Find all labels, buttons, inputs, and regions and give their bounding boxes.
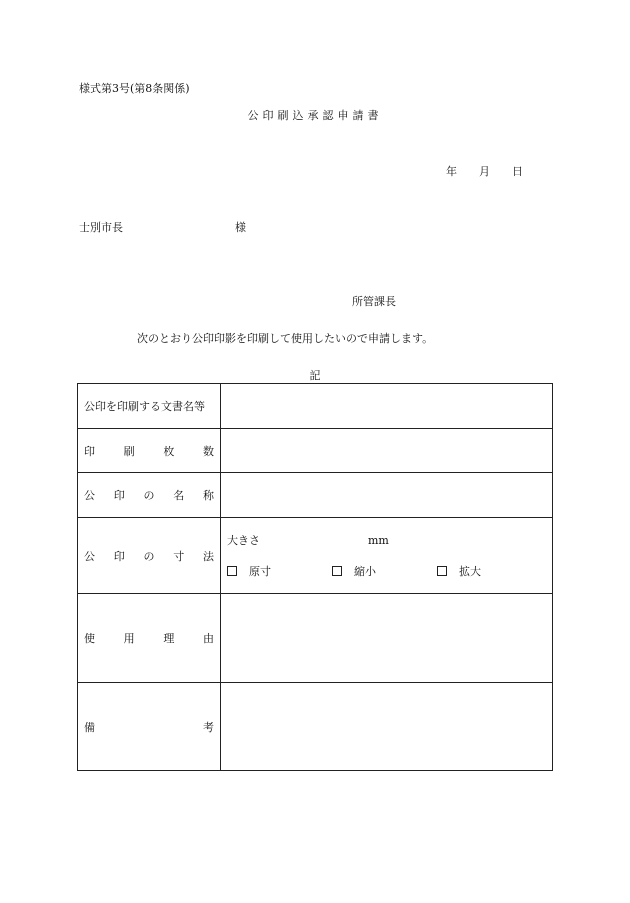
addressee-name: 士別市長 [79, 221, 123, 234]
option-original-label: 原寸 [249, 565, 271, 578]
row-document-name [78, 384, 553, 429]
document-title: 公印刷込承認申請書 [247, 109, 383, 122]
month-label: 月 [479, 165, 490, 178]
date-line [446, 163, 523, 179]
seal-size-char: 公 [84, 549, 95, 563]
print-count-char: 枚 [163, 444, 175, 458]
reason-char: 使 [84, 632, 95, 645]
row-reason [78, 594, 553, 683]
seal-name-char: 名 [173, 489, 185, 502]
seal-size-char: 寸 [173, 549, 185, 563]
checkbox-original[interactable] [227, 566, 237, 576]
option-enlarge-label: 拡大 [459, 565, 481, 578]
field-print-count[interactable] [221, 429, 553, 473]
row-remarks [78, 683, 553, 771]
print-count-char: 印 [84, 444, 95, 458]
application-table [77, 383, 553, 771]
seal-size-char: の [143, 549, 155, 563]
year-label: 年 [446, 165, 457, 178]
ki-heading: 記 [309, 369, 321, 382]
option-enlarge[interactable] [437, 563, 542, 579]
print-count-char: 刷 [123, 444, 135, 458]
row-seal-size [78, 518, 553, 594]
label-document-name [78, 384, 221, 429]
form-number: 様式第3号(第8条関係) [79, 82, 190, 95]
label-seal-name [78, 473, 221, 518]
seal-name-char: 称 [203, 489, 214, 502]
seal-size-char: 印 [113, 549, 125, 563]
reason-char: 理 [163, 632, 175, 645]
remarks-char: 考 [203, 720, 214, 734]
field-seal-size [221, 518, 553, 594]
field-seal-name[interactable] [221, 473, 553, 518]
field-reason[interactable] [221, 594, 553, 683]
request-statement: 次のとおり公印印影を印刷して使用したいので申請します。 [137, 332, 434, 345]
size-label: 大きさ [227, 534, 260, 547]
label-remarks [78, 683, 221, 771]
field-document-name[interactable] [221, 384, 553, 429]
checkbox-reduce[interactable] [332, 566, 342, 576]
addressee-honorific: 様 [235, 221, 246, 234]
label-reason [78, 594, 221, 683]
seal-name-char: の [143, 489, 155, 502]
checkbox-enlarge[interactable] [437, 566, 447, 576]
reason-char: 用 [123, 632, 135, 645]
print-count-char: 数 [202, 444, 214, 458]
option-reduce-label: 縮小 [354, 565, 376, 578]
label-seal-size [78, 518, 221, 594]
label-print-count [78, 429, 221, 473]
row-seal-name [78, 473, 553, 518]
seal-name-char: 公 [84, 489, 95, 502]
applicant-label: 所管課長 [352, 295, 396, 308]
day-label: 日 [512, 165, 523, 178]
option-original[interactable] [227, 563, 332, 579]
seal-name-char: 印 [113, 489, 125, 502]
field-remarks[interactable] [221, 683, 553, 771]
size-unit: mm [368, 533, 389, 547]
reason-char: 由 [202, 632, 214, 645]
remarks-char: 備 [84, 720, 95, 734]
addressee-line [79, 219, 246, 235]
seal-size-char: 法 [203, 549, 214, 563]
row-print-count [78, 429, 553, 473]
document-name-label: 公印を印刷する文書名等 [84, 399, 205, 413]
option-reduce[interactable] [332, 563, 437, 579]
